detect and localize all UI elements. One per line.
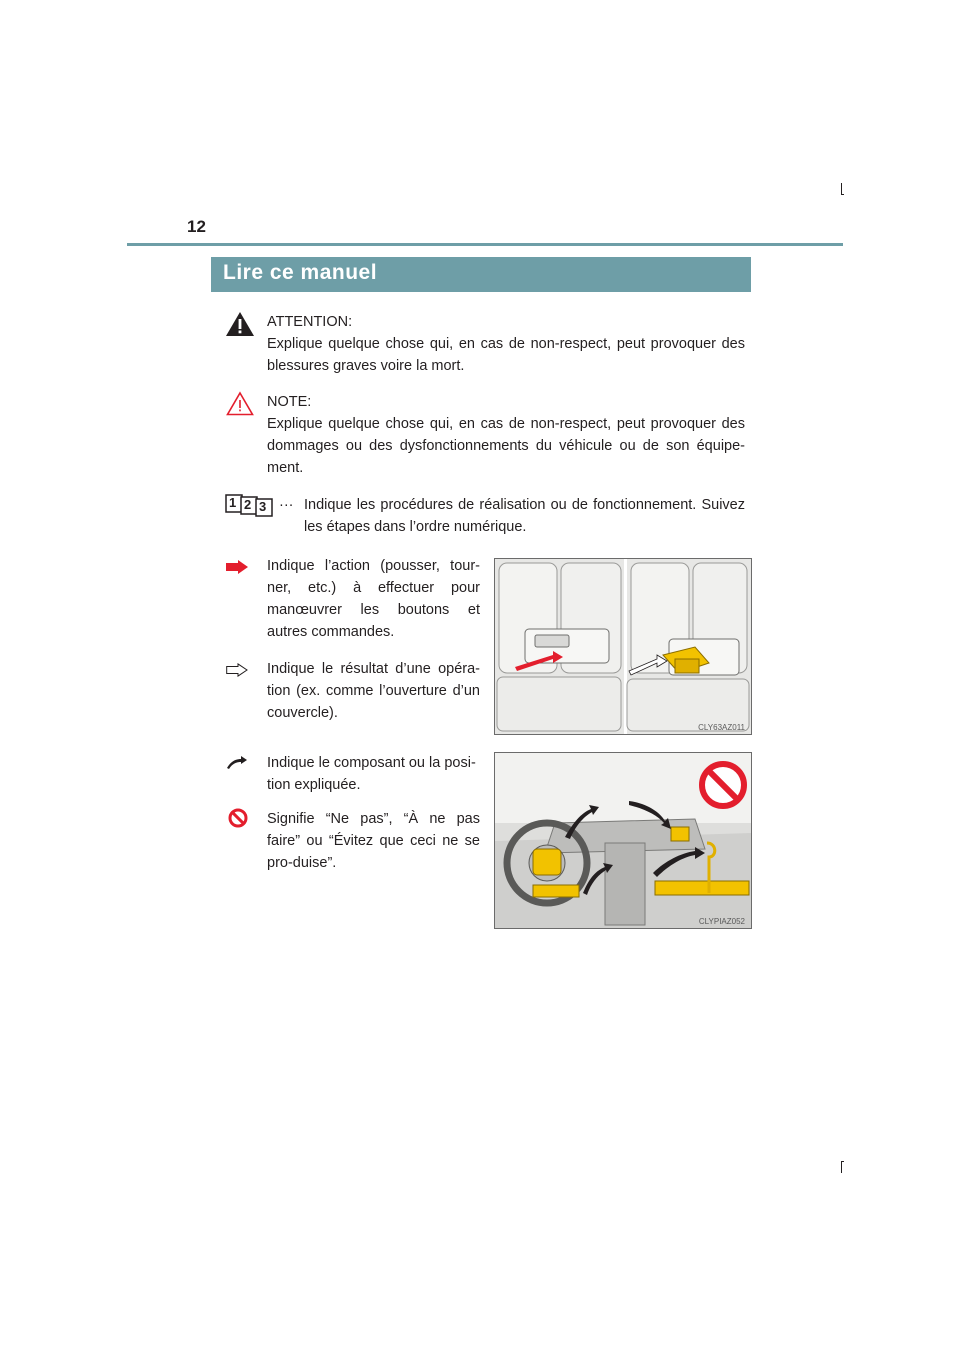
warning-triangle-outline-icon [226,391,254,416]
curved-pointer-arrow-icon [226,755,248,769]
page-number: 12 [187,217,206,236]
dashboard-figure [494,752,752,929]
header-rule [127,243,843,246]
prohibition-icon [228,808,248,828]
section-title: Lire ce manuel [223,261,378,284]
steps-text: Indique les procédures de réalisation ou de fonctionnement. Suivez les étapes dans l’ordre numérique. [304,497,745,535]
crop-mark-bottom [841,1161,842,1173]
outline-arrow-icon [226,663,248,677]
prohibition-text: Signifie “Ne pas”, “À ne pas faire” ou “Évitez que ceci ne se pro-duise”. [267,811,480,871]
crop-mark-top-foot [841,194,844,195]
warning-text: Explique quelque chose qui, en cas de non-respect, peut provoquer des blessures graves voire la mort. [267,336,745,374]
result-text: Indique le résultat d’une opéra-tion (ex. comme l’ouverture d’un couvercle). [267,661,480,721]
crop-mark-bottom-foot [841,1161,844,1162]
red-filled-arrow-icon [226,560,248,574]
warning-triangle-filled-icon [225,311,255,337]
step-digit-3: 3 [259,499,267,514]
action-text: Indique l’action (pousser, tour-ner, etc.) à effectuer pour manœuvrer les boutons et autres commandes. [267,558,480,640]
component-text: Indique le composant ou la posi-tion expliquée. [267,755,476,793]
dashboard-illustration [495,753,751,928]
armrest-figure [494,558,752,735]
notice-label: NOTE: [267,394,312,410]
step-digit-1: 1 [229,495,237,510]
figure-code: CLY63AZ011 [698,723,745,732]
step-digit-2: 2 [244,497,252,512]
notice-text: Explique quelque chose qui, en cas de non-respect, peut provoquer des dommages ou des dysfonctionnements du véhicule ou de son équipe-ment. [267,416,745,476]
section-header [211,257,751,292]
warning-label: ATTENTION: [267,314,353,330]
steps-ellipsis: ··· [279,497,294,513]
armrest-illustration [495,559,751,734]
figure-code: CLYPIAZ052 [698,917,745,926]
